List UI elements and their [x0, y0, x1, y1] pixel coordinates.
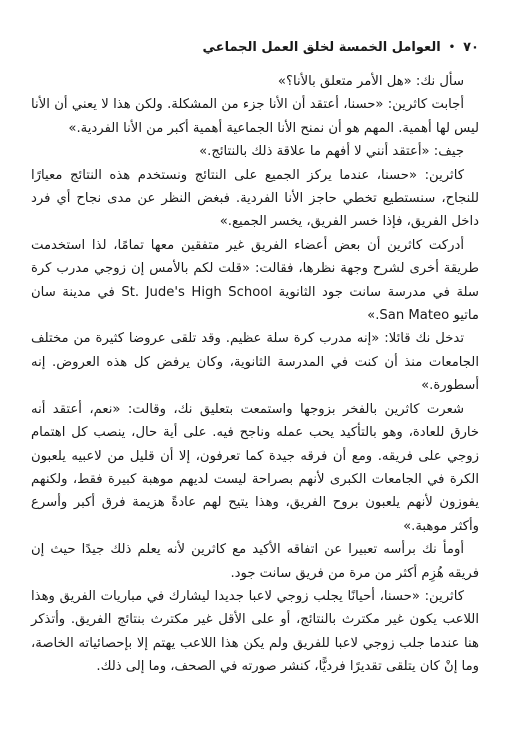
paragraph: كاثرين: «حسنا، عندما يركز الجميع على النتائج ونستخدم هذه النتائج معيارًا للنجاح، سنستطيع تخطي حاجز الأنا الفردية. فبغض النظر عن مدى نجاح أي فرد داخل الفريق، فإذا خسر الفريق، يخسر الجميع.» [31, 167, 479, 230]
page-number: ٧٠ [463, 39, 479, 55]
running-header [31, 36, 479, 58]
paragraph: كاثرين: «حسنا، أحيانًا يجلب زوجي لاعبا جديدا ليشارك في مباريات الفريق وهذا اللاعب يكون غير مكترث بالنتائج، أو على الأقل غير مكترث بنتائج الفريق. وأتذكر هنا عندما جلب زوجي لاعبا للفريق ولم يكن هذا اللاعب يهتم إلا بإحصائياته الخاصة، وما إنْ كان يتلقى تقديرًا فرديًّا، كنشر صورته في الصحف، وما إلى ذلك. [31, 588, 479, 675]
paragraph: أجابت كاثرين: «حسنا، أعتقد أن الأنا جزء من المشكلة. ولكن هذا لا يعني أن الأنا ليس لها أهمية. المهم هو أن نمنح الأنا الجماعية أهمية أكبر من الأنا الفردية.» [31, 97, 479, 136]
paragraph: جيف: «أعتقد أنني لا أفهم ما علاقة ذلك بالنتائج.» [199, 144, 464, 160]
bullet-separator: • [448, 41, 456, 53]
chapter-title: العوامل الخمسة لخلق العمل الجماعي [202, 39, 441, 55]
paragraph: أومأ نك برأسه تعبيرا عن اتفاقه الأكيد مع كاثرين لأنه يعلم ذلك جيدًا حيث إن فريقه هُزِم أكثر من مرة من فريق سانت جود. [31, 542, 479, 581]
paragraph: تدخل نك قائلا: «إنه مدرب كرة سلة عظيم. وقد تلقى عروضا كثيرة من مختلف الجامعات منذ أن كنت في المدرسة الثانوية، وكان يرفض كل هذه العروض. إنه أسطورة.» [31, 331, 479, 394]
paragraph: أدركت كاثرين أن بعض أعضاء الفريق غير متفقين معها تمامًا، لذا استخدمت طريقة أخرى لشرح وجهة نظرها، فقالت: «قلت لكم بالأمس إن زوجي مدرب كرة سلة في مدرسة سانت جود الثانوية St. Jude's High School في مدينة سان ماتيو San Mateo.» [31, 237, 479, 324]
paragraph: سأل نك: «هل الأمر متعلق بالأنا؟» [277, 74, 464, 89]
paragraph: شعرت كاثرين بالفخر بزوجها واستمعت بتعليق نك، وقالت: «نعم، أعتقد أنه خارق للعادة، وهو بالتأكيد يحب عمله وناجح فيه. على أية حال، ينصب كل اهتمام زوجي على فريقه. ومع أن فرقه جيدة كما تعرفون، إلا أن قليل من لاعبيه يلعبون الكرة في الجامعات الكبرى لأنهم بصراحة ليست لديهم موهبة كبيرة فقط، ولكنهم يفوزون لأنهم يلعبون بروح الفريق، وهذا يتيح لهم عادةً هزيمة فرق أكبر وأسرع وأكثر موهبة.» [31, 401, 479, 534]
page-body [31, 70, 479, 679]
